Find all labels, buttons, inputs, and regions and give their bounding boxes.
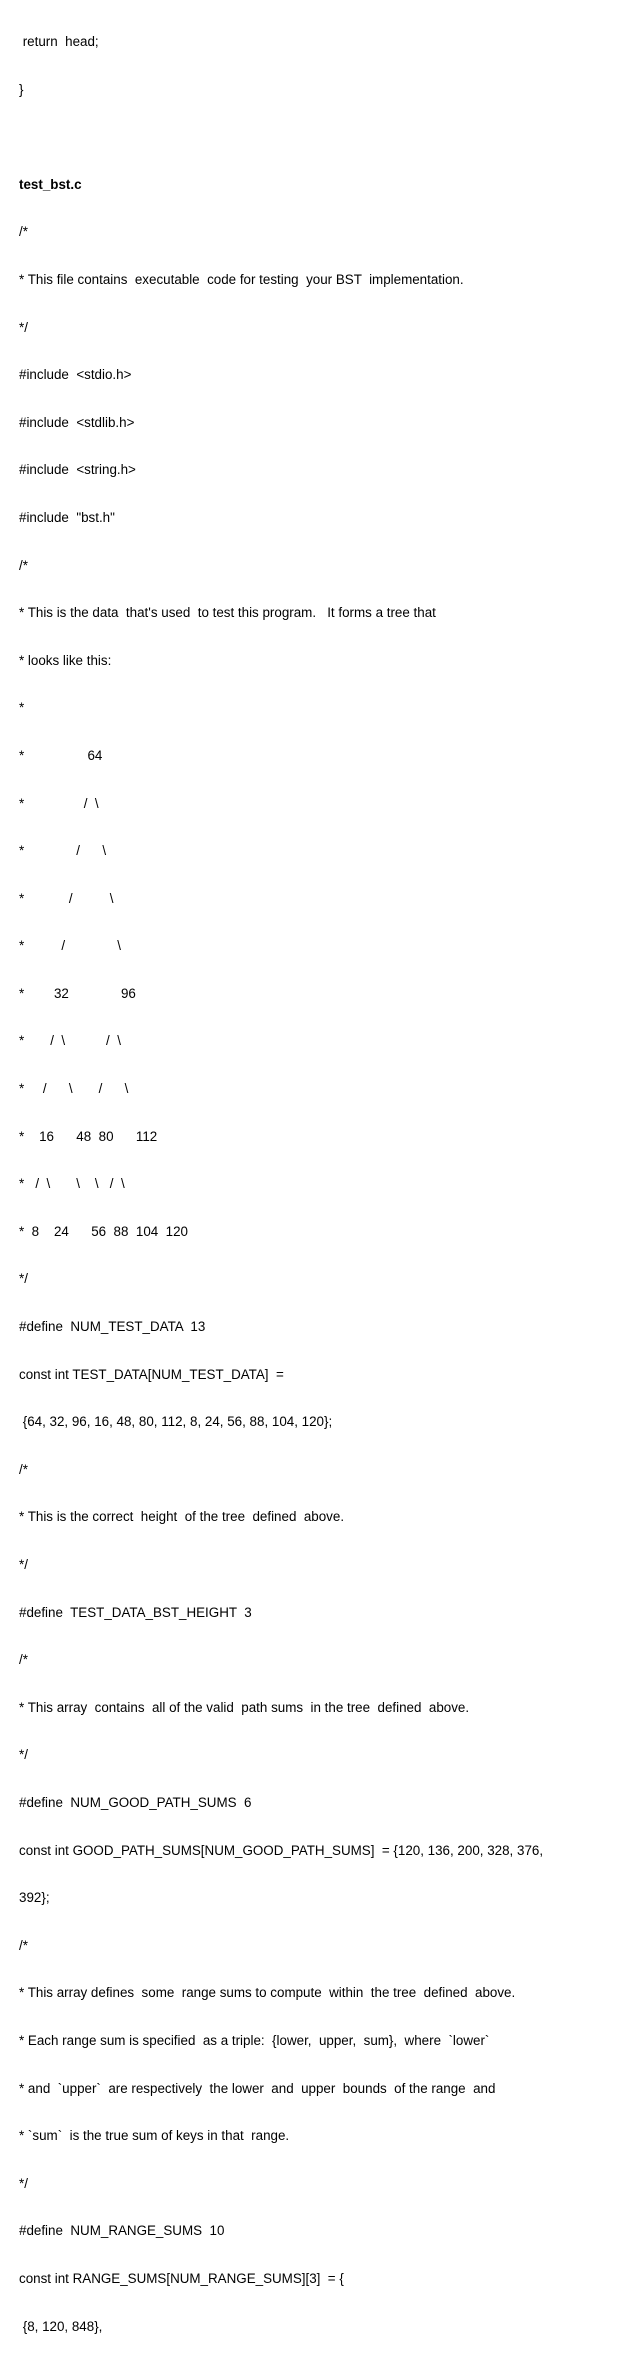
code-line: #include <stdio.h>	[19, 367, 132, 383]
code-line: * This file contains executable code for testing your BST implementation.	[19, 271, 464, 287]
tree-diagram-line: * 16 48 80 112	[19, 1128, 158, 1144]
code-line: /*	[19, 557, 28, 573]
code-line: #include <string.h>	[19, 462, 136, 478]
tree-diagram-line: * / \ / \	[19, 1033, 121, 1049]
code-line: const int TEST_DATA[NUM_TEST_DATA] =	[19, 1366, 284, 1382]
tree-diagram-line: * / \ \ \ / \	[19, 1176, 125, 1192]
tree-diagram-line: * / \	[19, 938, 121, 954]
tree-diagram-line: * 8 24 56 88 104 120	[19, 1223, 188, 1239]
code-line: }	[19, 81, 24, 97]
code-line: * This is the data that's used to test this program. It forms a tree that	[19, 605, 436, 621]
code-line: *	[19, 700, 25, 716]
code-line: /*	[19, 224, 28, 240]
code-line: * looks like this:	[19, 652, 112, 668]
code-line: */	[19, 1557, 28, 1572]
code-line: {64, 32, 96, 16, 48, 80, 112, 8, 24, 56, 88, 104, 120};	[19, 1414, 333, 1430]
code-line: */	[19, 319, 28, 335]
code-line: /*	[19, 1652, 28, 1668]
code-listing	[19, 3, 631, 2365]
tree-diagram-line: * / \	[19, 795, 99, 811]
code-line: {8, 120, 848},	[19, 2318, 103, 2334]
tree-diagram-line: * 32 96	[19, 985, 136, 1001]
tree-diagram-line: * / \ / \	[19, 1081, 129, 1097]
code-line: #include <stdlib.h>	[19, 414, 135, 430]
code-line: const int GOOD_PATH_SUMS[NUM_GOOD_PATH_SUMS] = {120, 136, 200, 328, 376,	[19, 1842, 544, 1858]
code-line: const int RANGE_SUMS[NUM_RANGE_SUMS][3] = {	[19, 2270, 344, 2286]
code-line: 392};	[19, 1890, 50, 1906]
code-line: #define NUM_GOOD_PATH_SUMS 6	[19, 1794, 252, 1810]
code-line: * This array defines some range sums to compute within the tree defined above.	[19, 1985, 516, 2001]
code-line: * This array contains all of the valid path sums in the tree defined above.	[19, 1699, 470, 1715]
code-line: * `sum` is the true sum of keys in that range.	[19, 2128, 290, 2144]
code-line: #include "bst.h"	[19, 509, 115, 525]
code-line: */	[19, 1747, 28, 1763]
code-line: /*	[19, 1461, 28, 1477]
code-line: */	[19, 1271, 28, 1287]
code-line: return head;	[19, 34, 99, 49]
tree-diagram-line: * / \	[19, 843, 107, 859]
code-line: #define TEST_DATA_BST_HEIGHT 3	[19, 1604, 252, 1620]
file-heading: test_bst.c	[19, 176, 82, 192]
code-line: */	[19, 2175, 28, 2191]
code-line: * This is the correct height of the tree defined above.	[19, 1509, 345, 1525]
code-line: #define NUM_TEST_DATA 13	[19, 1319, 206, 1335]
code-line: * and `upper` are respectively the lower and upper bounds of the range and	[19, 2080, 496, 2096]
blank-line	[19, 128, 631, 146]
tree-diagram-line: * / \	[19, 890, 114, 906]
code-line: /*	[19, 1937, 28, 1953]
tree-diagram-line: * 64	[19, 747, 103, 763]
code-line: * Each range sum is specified as a triple: {lower, upper, sum}, where `lower`	[19, 2032, 490, 2048]
code-line: #define NUM_RANGE_SUMS 10	[19, 2223, 225, 2239]
